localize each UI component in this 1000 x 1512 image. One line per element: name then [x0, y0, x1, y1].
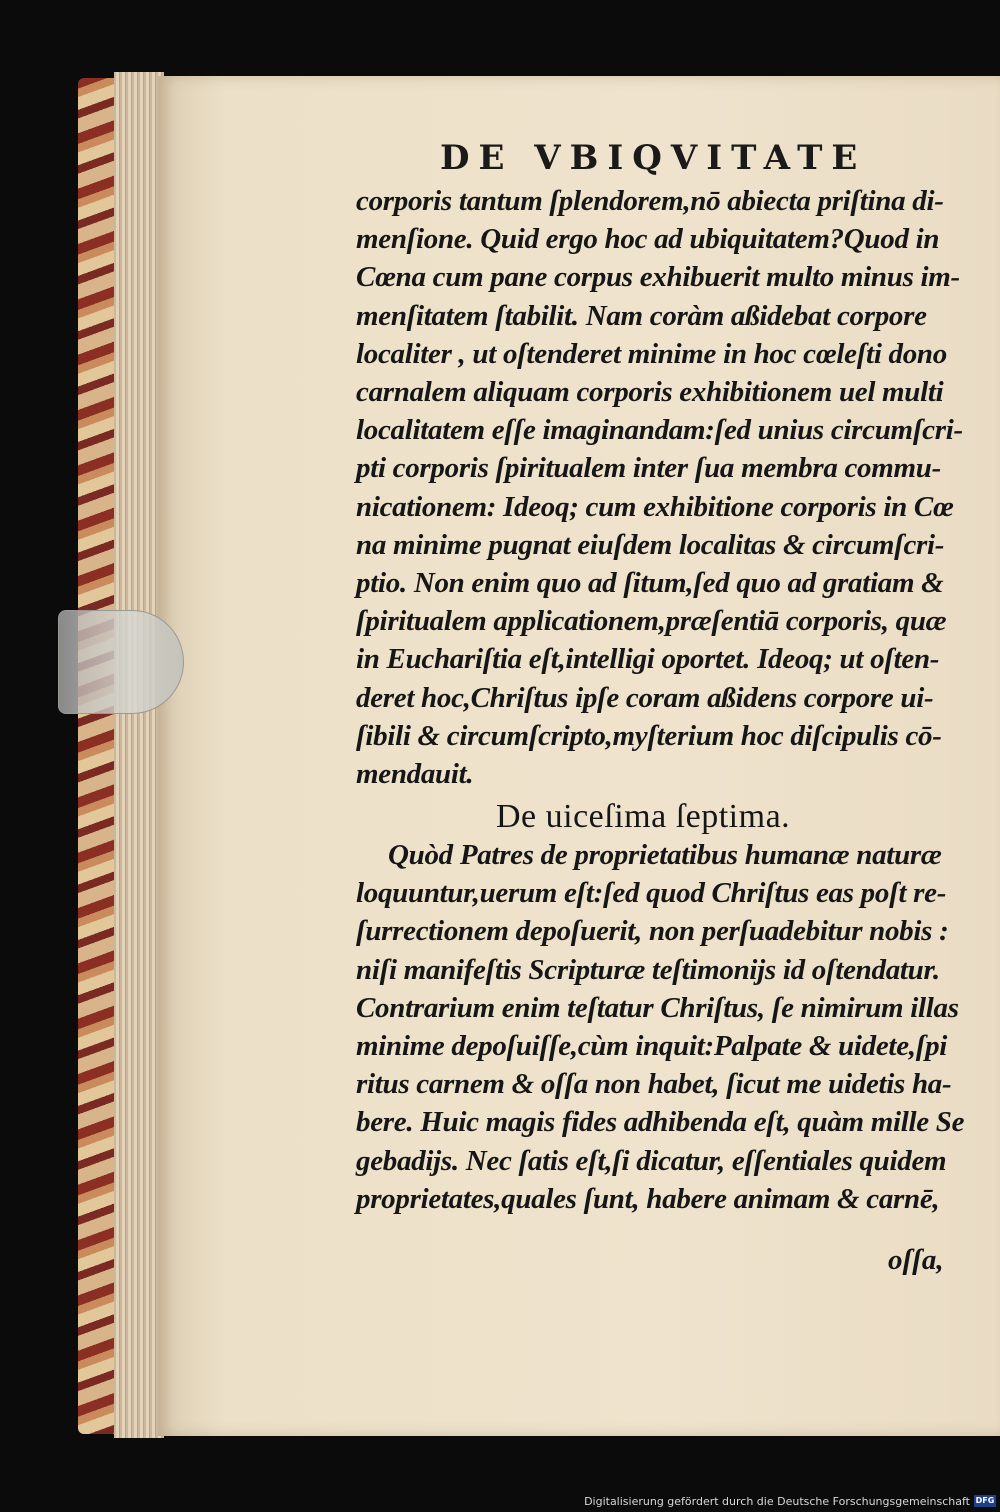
- text-line: mendauit.: [356, 758, 474, 791]
- dfg-logo-icon: DFG: [975, 1496, 995, 1505]
- text-line: nicationem: Ideoq; cum exhibitione corporis in Cœ: [356, 490, 954, 523]
- text-line: localitatem eſſe imaginandam:ſed unius circumſcri-: [356, 414, 963, 447]
- text-line: Quòd Patres de proprietatibus humanæ naturæ: [388, 839, 942, 871]
- text-line: ritus carnem & oſſa non habet, ſicut me uidetis ha-: [356, 1068, 952, 1101]
- page-clip: [58, 610, 184, 714]
- text-line: minime depoſuiſſe,cùm inquit:Palpate & uidete,ſpi: [356, 1030, 948, 1063]
- page-stack-edge: [114, 72, 164, 1438]
- section-heading: De uiceſima ſeptima.: [496, 798, 791, 835]
- text-line: corporis tantum ſplendorem,nō abiecta priſtina di-: [356, 185, 944, 217]
- funding-credit: Digitalisierung gefördert durch die Deutsche Forschungsgemeinschaft: [584, 1495, 970, 1508]
- text-line: niſi manifeſtis Scripturæ teſtimonijs id oſtendatur.: [356, 953, 940, 986]
- paragraph-1: [356, 182, 966, 793]
- paragraph-2: [356, 836, 966, 1218]
- text-line: ſurrectionem depoſuerit, non perſuadebitur nobis :: [356, 915, 949, 948]
- text-line: Contrarium enim teſtatur Chriſtus, ſe nimirum illas: [356, 991, 959, 1024]
- text-line: na minime pugnat eiuſdem localitas & circumſcri-: [356, 528, 945, 561]
- footer-bar: [0, 1490, 1000, 1512]
- text-line: in Euchariſtia eſt,intelligi oportet. Ideoq; ut oſten-: [356, 643, 940, 676]
- text-line: pti corporis ſpiritualem inter ſua membra commu-: [356, 452, 941, 485]
- book-binding-edge: [78, 78, 118, 1434]
- catchword: oſſa,: [888, 1244, 944, 1276]
- text-line: ſibili & circumſcripto,myſterium hoc diſcipulis cō-: [356, 719, 942, 752]
- text-line: menſione. Quid ergo hoc ad ubiquitatem?Quod in: [356, 223, 940, 256]
- text-line: proprietates,quales ſunt, habere animam & carnē,: [356, 1182, 940, 1215]
- text-line: ſpiritualem applicationem,præſentiā corporis, quæ: [356, 605, 947, 638]
- text-line: localiter , ut oſtenderet minime in hoc cœleſti dono: [356, 337, 947, 370]
- text-line: bere. Huic magis fides adhibenda eſt, quàm mille Se: [356, 1106, 965, 1139]
- text-line: deret hoc,Chriſtus ipſe coram aßidens corpore ui-: [356, 681, 934, 714]
- text-line: loquuntur,uerum eſt:ſed quod Chriſtus eas poſt re-: [356, 877, 947, 910]
- text-line: Cœna cum pane corpus exhibuerit multo minus im-: [356, 261, 960, 294]
- text-line: menſitatem ſtabilit. Nam coràm aßidebat corpore: [356, 299, 927, 332]
- text-line: ptio. Non enim quo ad ſitum,ſed quo ad gratiam &: [356, 567, 944, 600]
- text-line: gebadijs. Nec ſatis eſt,ſi dicatur, eſſentiales quidem: [356, 1144, 947, 1177]
- text-line: carnalem aliquam corporis exhibitionem uel multi: [356, 376, 944, 409]
- running-head: DE VBIQVITATE: [440, 138, 867, 178]
